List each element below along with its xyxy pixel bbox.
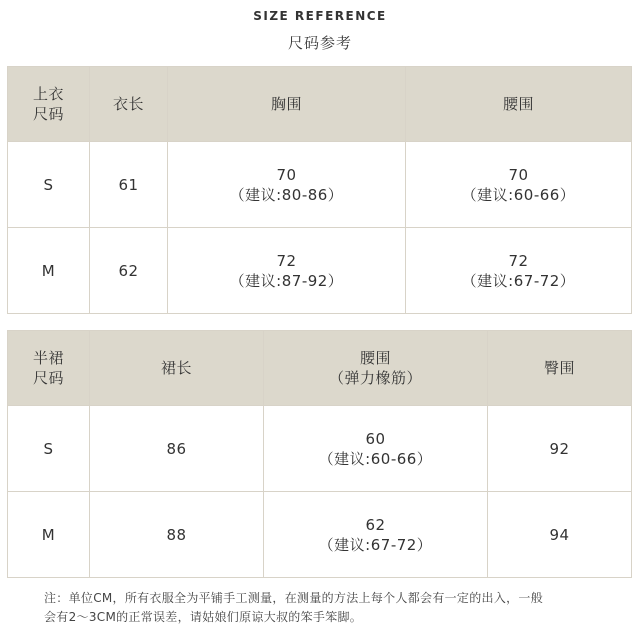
chest-value: 70	[276, 165, 297, 184]
waist-hint: （建议:60-66）	[461, 185, 576, 204]
header-size-line2: 尺码	[32, 105, 64, 123]
cell-waist	[264, 492, 488, 578]
header-chest: 胸围	[168, 67, 406, 142]
top-size-table	[7, 66, 632, 314]
waist-value: 70	[508, 165, 529, 184]
waist-value: 62	[365, 515, 386, 534]
chest-hint: （建议:87-92）	[229, 271, 344, 290]
chest-value: 72	[276, 251, 297, 270]
cell-length: 62	[90, 228, 168, 314]
measurement-note	[44, 589, 624, 627]
note-line1: 注：单位CM，所有衣服全为平铺手工测量，在测量的方法上每个人都会有一定的出入，一般	[44, 591, 544, 605]
header-size-col	[8, 67, 90, 142]
table-header-row	[8, 67, 632, 142]
table-row	[8, 492, 632, 578]
cell-waist	[406, 228, 632, 314]
cell-length: 61	[90, 142, 168, 228]
header-size-line2: 尺码	[32, 369, 64, 387]
header-hip: 臀围	[488, 331, 632, 406]
header-size-line1: 半裙	[32, 349, 64, 367]
cell-chest	[168, 228, 406, 314]
cell-hip: 92	[488, 406, 632, 492]
header-waist: 腰围	[406, 67, 632, 142]
cell-size: M	[8, 492, 90, 578]
header-waist-label: 腰围	[359, 349, 391, 367]
waist-value: 60	[365, 429, 386, 448]
waist-hint: （建议:60-66）	[318, 449, 433, 468]
cell-waist	[406, 142, 632, 228]
waist-hint: （建议:67-72）	[461, 271, 576, 290]
title-chinese: 尺码参考	[287, 34, 352, 52]
table-row	[8, 228, 632, 314]
cell-hip: 94	[488, 492, 632, 578]
header-size-line1: 上衣	[32, 85, 64, 103]
cell-chest	[168, 142, 406, 228]
header-size-col	[8, 331, 90, 406]
header-length: 衣长	[90, 67, 168, 142]
cell-length: 88	[90, 492, 264, 578]
cell-size: S	[8, 142, 90, 228]
waist-value: 72	[508, 251, 529, 270]
waist-hint: （建议:67-72）	[318, 535, 433, 554]
header-waist-note: （弹力橡筋）	[328, 369, 422, 387]
title-english: SIZE REFERENCE	[253, 9, 387, 23]
table-row	[8, 142, 632, 228]
skirt-size-table	[7, 330, 632, 578]
chest-hint: （建议:80-86）	[229, 185, 344, 204]
cell-size: M	[8, 228, 90, 314]
table-row	[8, 406, 632, 492]
cell-size: S	[8, 406, 90, 492]
note-line2: 会有2～3CM的正常误差，请姑娘们原谅大叔的笨手笨脚。	[44, 610, 363, 624]
header-length: 裙长	[90, 331, 264, 406]
cell-waist	[264, 406, 488, 492]
cell-length: 86	[90, 406, 264, 492]
header-waist	[264, 331, 488, 406]
table-header-row	[8, 331, 632, 406]
